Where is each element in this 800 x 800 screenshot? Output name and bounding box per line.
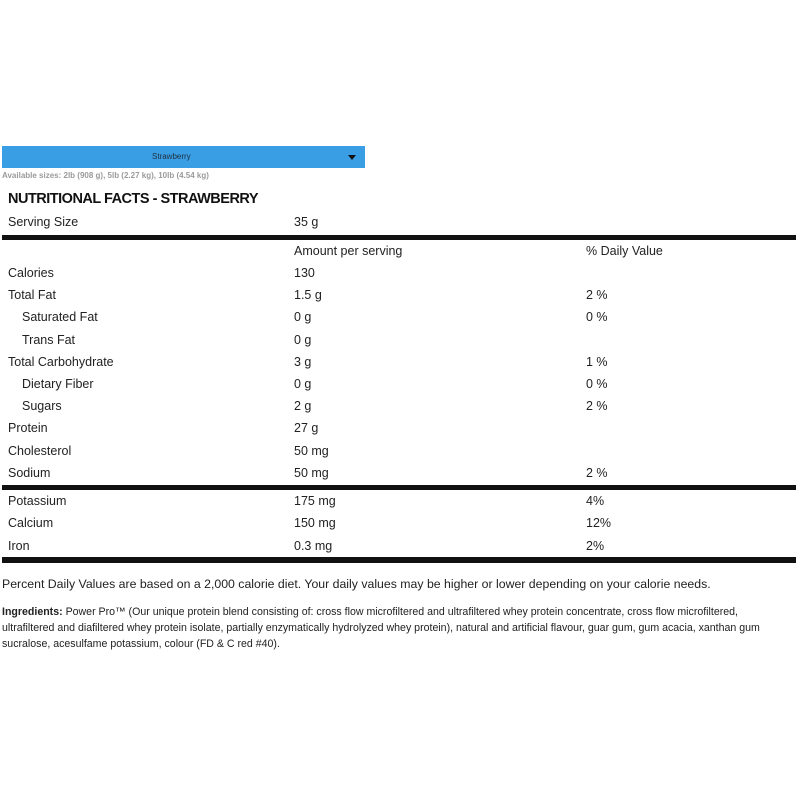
nutrient-amount: 50 mg bbox=[294, 444, 329, 458]
nutrient-daily: 0 % bbox=[586, 310, 608, 324]
nutrient-name: Cholesterol bbox=[8, 444, 72, 458]
nutrient-daily: 1 % bbox=[586, 355, 608, 369]
nutrient-daily: 2 % bbox=[586, 466, 608, 480]
amount-header: Amount per serving bbox=[294, 244, 403, 258]
ingredients-line bbox=[2, 604, 800, 620]
mineral-amount: 0.3 mg bbox=[294, 539, 333, 553]
mineral-amount: 150 mg bbox=[294, 516, 336, 530]
nutrient-amount: 50 mg bbox=[294, 466, 329, 480]
ingredients-label: Ingredients: bbox=[2, 606, 63, 618]
nutrient-amount: 0 g bbox=[294, 377, 312, 391]
thick-divider bbox=[2, 485, 796, 490]
nutrient-amount: 3 g bbox=[294, 355, 312, 369]
nutrient-name: Dietary Fiber bbox=[22, 377, 94, 391]
mineral-amount: 175 mg bbox=[294, 494, 336, 508]
ingredients-line: ultrafiltered and diafiltered whey protein isolate, partially enzymatically hydrolyzed whey protein), natural and artificial flavour, guar gum, gum acacia, xanthan gum bbox=[2, 622, 760, 634]
mineral-name: Iron bbox=[8, 539, 30, 553]
ingredients-text: Power Pro™ (Our unique protein blend consisting of: cross flow microfiltered and ultrafiltered whey protein concentrate, cross flow microfiltered, bbox=[62, 606, 738, 618]
ingredients-line: sucralose, acesulfame potassium, colour (FD & C red #40). bbox=[2, 638, 280, 650]
daily-values-note: Percent Daily Values are based on a 2,000 calorie diet. Your daily values may be higher or lower depending on your calorie needs. bbox=[2, 577, 711, 591]
nutrient-name: Trans Fat bbox=[22, 333, 76, 347]
nutrient-daily: 0 % bbox=[586, 377, 608, 391]
nutrient-name: Protein bbox=[8, 421, 48, 435]
thick-divider bbox=[2, 557, 796, 563]
nutrient-amount: 130 bbox=[294, 266, 315, 280]
flavor-select[interactable] bbox=[2, 146, 365, 168]
mineral-name: Potassium bbox=[8, 494, 67, 508]
nutrient-amount: 1.5 g bbox=[294, 288, 322, 302]
available-sizes: Available sizes: 2lb (908 g), 5lb (2.27 kg), 10lb (4.54 kg) bbox=[2, 171, 209, 180]
nutrient-name: Total Fat bbox=[8, 288, 56, 302]
nutrient-name: Calories bbox=[8, 266, 54, 280]
daily-value-header: % Daily Value bbox=[586, 244, 663, 258]
nutrient-name: Sugars bbox=[22, 399, 62, 413]
ingredients-block bbox=[2, 604, 800, 652]
nutrient-daily: 2 % bbox=[586, 288, 608, 302]
flavor-select-value: Strawberry bbox=[152, 152, 191, 161]
nutrient-daily: 2 % bbox=[586, 399, 608, 413]
thick-divider bbox=[2, 235, 796, 240]
facts-title: NUTRITIONAL FACTS - STRAWBERRY bbox=[8, 191, 259, 207]
chevron-down-icon bbox=[348, 155, 356, 160]
nutrient-name: Saturated Fat bbox=[22, 310, 98, 324]
serving-size-value: 35 g bbox=[294, 215, 319, 229]
mineral-daily: 12% bbox=[586, 516, 612, 530]
mineral-name: Calcium bbox=[8, 516, 54, 530]
nutrient-amount: 0 g bbox=[294, 310, 312, 324]
nutrient-name: Total Carbohydrate bbox=[8, 355, 114, 369]
mineral-daily: 2% bbox=[586, 539, 605, 553]
nutrient-amount: 0 g bbox=[294, 333, 312, 347]
nutrient-amount: 27 g bbox=[294, 421, 319, 435]
nutrient-amount: 2 g bbox=[294, 399, 312, 413]
nutrient-name: Sodium bbox=[8, 466, 51, 480]
mineral-daily: 4% bbox=[586, 494, 605, 508]
serving-size-label: Serving Size bbox=[8, 215, 79, 229]
